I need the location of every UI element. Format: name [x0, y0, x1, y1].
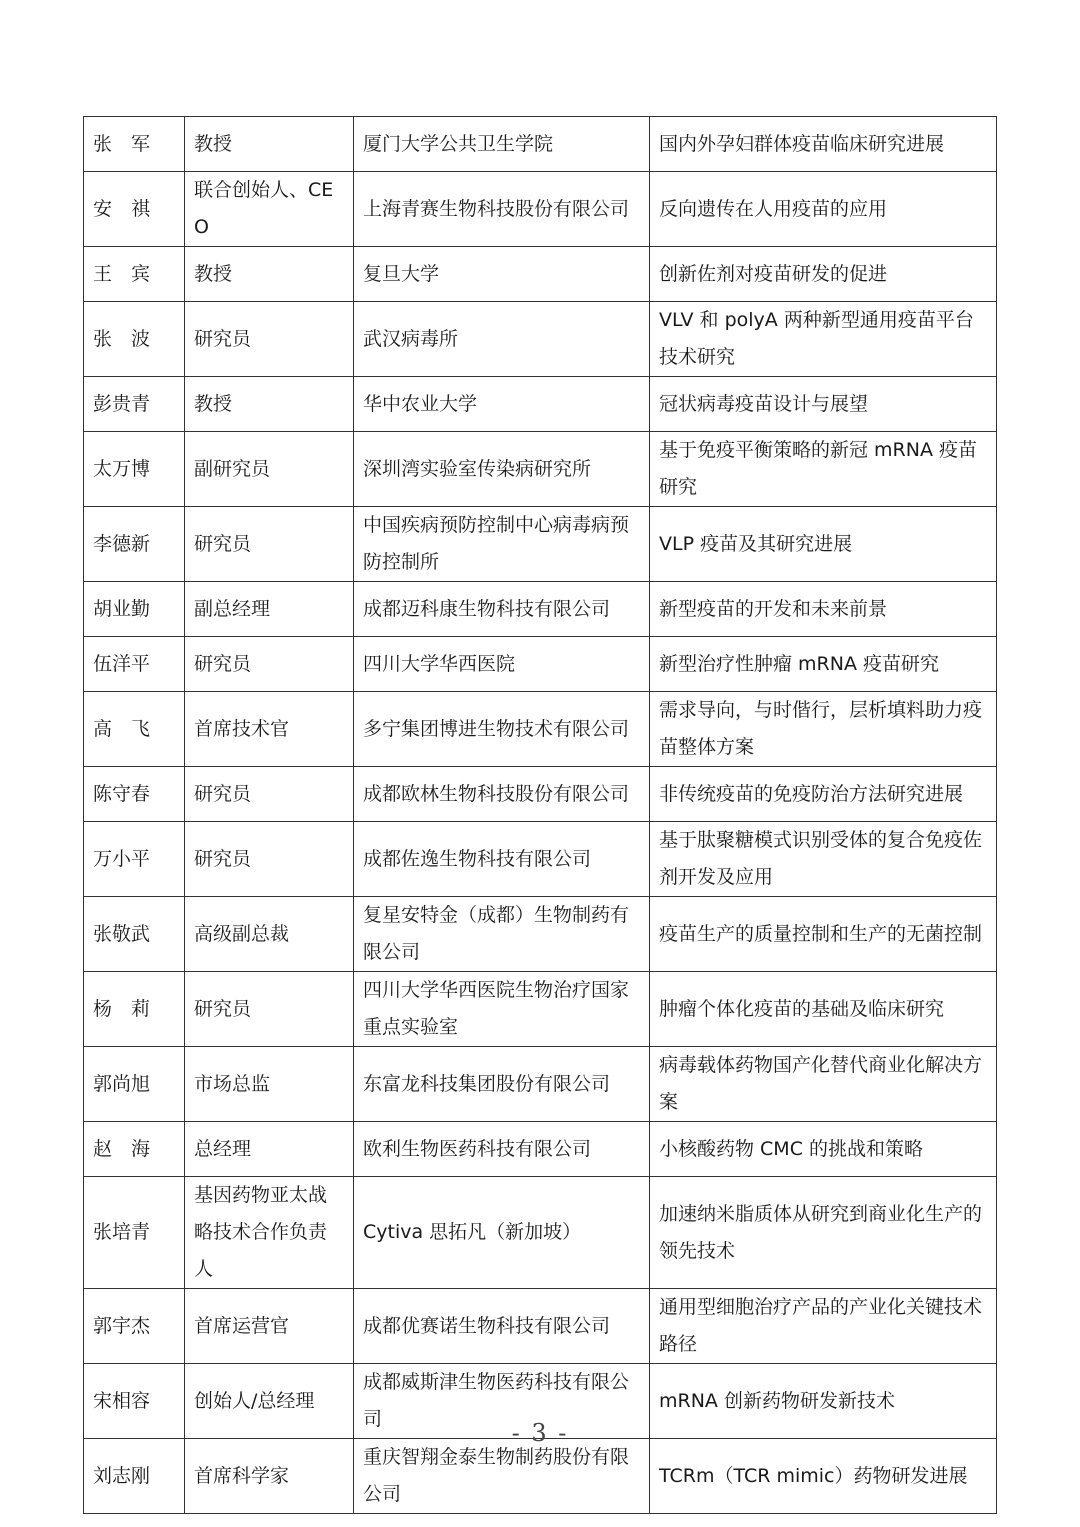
- speaker-name-cell: 万小平: [84, 822, 185, 897]
- organization-cell: 重庆智翔金泰生物制药股份有限公司: [354, 1439, 650, 1514]
- speaker-name-cell: 张 波: [84, 302, 185, 377]
- speaker-title-cell: 总经理: [185, 1122, 354, 1177]
- talk-topic-cell: TCRm（TCR mimic）药物研发进展: [650, 1439, 997, 1514]
- speaker-name-cell: 高 飞: [84, 692, 185, 767]
- speaker-table: [83, 116, 997, 1514]
- speaker-title-cell: 教授: [185, 247, 354, 302]
- table-row: [84, 1122, 997, 1177]
- table-row: [84, 897, 997, 972]
- speaker-title-cell: 创始人/总经理: [185, 1364, 354, 1439]
- speaker-name-cell: 宋相容: [84, 1364, 185, 1439]
- table-row: [84, 582, 997, 637]
- talk-topic-cell: 病毒载体药物国产化替代商业化解决方案: [650, 1047, 997, 1122]
- table-row: [84, 692, 997, 767]
- table-row: [84, 637, 997, 692]
- speaker-name-cell: 彭贵青: [84, 377, 185, 432]
- talk-topic-cell: 非传统疫苗的免疫防治方法研究进展: [650, 767, 997, 822]
- organization-cell: 四川大学华西医院: [354, 637, 650, 692]
- organization-cell: 多宁集团博进生物技术有限公司: [354, 692, 650, 767]
- speaker-title-cell: 联合创始人、CEO: [185, 172, 354, 247]
- table-row: [84, 1177, 997, 1289]
- speaker-title-cell: 研究员: [185, 637, 354, 692]
- speaker-table-container: [83, 116, 996, 1514]
- speaker-title-cell: 市场总监: [185, 1047, 354, 1122]
- talk-topic-cell: 新型治疗性肿瘤 mRNA 疫苗研究: [650, 637, 997, 692]
- table-row: [84, 767, 997, 822]
- talk-topic-cell: 通用型细胞治疗产品的产业化关键技术路径: [650, 1289, 997, 1364]
- talk-topic-cell: 基于肽聚糖模式识别受体的复合免疫佐剂开发及应用: [650, 822, 997, 897]
- speaker-name-cell: 伍洋平: [84, 637, 185, 692]
- organization-cell: 成都佐逸生物科技有限公司: [354, 822, 650, 897]
- speaker-name-cell: 郭尚旭: [84, 1047, 185, 1122]
- speaker-name-cell: 太万博: [84, 432, 185, 507]
- speaker-name-cell: 杨 莉: [84, 972, 185, 1047]
- organization-cell: 成都迈科康生物科技有限公司: [354, 582, 650, 637]
- talk-topic-cell: 新型疫苗的开发和未来前景: [650, 582, 997, 637]
- table-row: [84, 822, 997, 897]
- organization-cell: 东富龙科技集团股份有限公司: [354, 1047, 650, 1122]
- organization-cell: 成都威斯津生物医药科技有限公司: [354, 1364, 650, 1439]
- organization-cell: 四川大学华西医院生物治疗国家重点实验室: [354, 972, 650, 1047]
- organization-cell: 武汉病毒所: [354, 302, 650, 377]
- organization-cell: 复旦大学: [354, 247, 650, 302]
- table-row: [84, 1047, 997, 1122]
- speaker-title-cell: 副研究员: [185, 432, 354, 507]
- speaker-name-cell: 赵 海: [84, 1122, 185, 1177]
- speaker-title-cell: 研究员: [185, 507, 354, 582]
- talk-topic-cell: 疫苗生产的质量控制和生产的无菌控制: [650, 897, 997, 972]
- talk-topic-cell: 小核酸药物 CMC 的挑战和策略: [650, 1122, 997, 1177]
- talk-topic-cell: 创新佐剂对疫苗研发的促进: [650, 247, 997, 302]
- speaker-title-cell: 研究员: [185, 972, 354, 1047]
- talk-topic-cell: 国内外孕妇群体疫苗临床研究进展: [650, 117, 997, 172]
- speaker-title-cell: 研究员: [185, 822, 354, 897]
- talk-topic-cell: mRNA 创新药物研发新技术: [650, 1364, 997, 1439]
- speaker-title-cell: 首席技术官: [185, 692, 354, 767]
- speaker-name-cell: 张培青: [84, 1177, 185, 1289]
- speaker-name-cell: 胡业勤: [84, 582, 185, 637]
- speaker-name-cell: 陈守春: [84, 767, 185, 822]
- speaker-title-cell: 基因药物亚太战略技术合作负责人: [185, 1177, 354, 1289]
- organization-cell: 成都欧林生物科技股份有限公司: [354, 767, 650, 822]
- talk-topic-cell: 基于免疫平衡策略的新冠 mRNA 疫苗研究: [650, 432, 997, 507]
- speaker-name-cell: 李德新: [84, 507, 185, 582]
- speaker-title-cell: 研究员: [185, 767, 354, 822]
- speaker-name-cell: 王 宾: [84, 247, 185, 302]
- table-row: [84, 302, 997, 377]
- table-row: [84, 432, 997, 507]
- table-row: [84, 507, 997, 582]
- organization-cell: 成都优赛诺生物科技有限公司: [354, 1289, 650, 1364]
- organization-cell: 上海青赛生物科技股份有限公司: [354, 172, 650, 247]
- speaker-title-cell: 高级副总裁: [185, 897, 354, 972]
- organization-cell: 中国疾病预防控制中心病毒病预防控制所: [354, 507, 650, 582]
- organization-cell: 欧利生物医药科技有限公司: [354, 1122, 650, 1177]
- speaker-name-cell: 郭宇杰: [84, 1289, 185, 1364]
- talk-topic-cell: 反向遗传在人用疫苗的应用: [650, 172, 997, 247]
- organization-cell: Cytiva 思拓凡（新加坡）: [354, 1177, 650, 1289]
- speaker-name-cell: 刘志刚: [84, 1439, 185, 1514]
- table-row: [84, 1289, 997, 1364]
- talk-topic-cell: 加速纳米脂质体从研究到商业化生产的领先技术: [650, 1177, 997, 1289]
- speaker-name-cell: 张 军: [84, 117, 185, 172]
- speaker-title-cell: 教授: [185, 117, 354, 172]
- table-row: [84, 377, 997, 432]
- organization-cell: 华中农业大学: [354, 377, 650, 432]
- page-number: - 3 -: [511, 1419, 569, 1447]
- speaker-title-cell: 副总经理: [185, 582, 354, 637]
- organization-cell: 深圳湾实验室传染病研究所: [354, 432, 650, 507]
- table-row: [84, 172, 997, 247]
- table-row: [84, 972, 997, 1047]
- speaker-title-cell: 教授: [185, 377, 354, 432]
- talk-topic-cell: 冠状病毒疫苗设计与展望: [650, 377, 997, 432]
- speaker-title-cell: 研究员: [185, 302, 354, 377]
- table-row: [84, 117, 997, 172]
- talk-topic-cell: VLP 疫苗及其研究进展: [650, 507, 997, 582]
- organization-cell: 厦门大学公共卫生学院: [354, 117, 650, 172]
- speaker-name-cell: 安 祺: [84, 172, 185, 247]
- table-row: [84, 1439, 997, 1514]
- talk-topic-cell: 需求导向，与时偕行，层析填料助力疫苗整体方案: [650, 692, 997, 767]
- speaker-table-body: [84, 117, 997, 1514]
- speaker-title-cell: 首席运营官: [185, 1289, 354, 1364]
- organization-cell: 复星安特金（成都）生物制药有限公司: [354, 897, 650, 972]
- table-row: [84, 247, 997, 302]
- talk-topic-cell: 肿瘤个体化疫苗的基础及临床研究: [650, 972, 997, 1047]
- speaker-name-cell: 张敬武: [84, 897, 185, 972]
- speaker-title-cell: 首席科学家: [185, 1439, 354, 1514]
- talk-topic-cell: VLV 和 polyA 两种新型通用疫苗平台技术研究: [650, 302, 997, 377]
